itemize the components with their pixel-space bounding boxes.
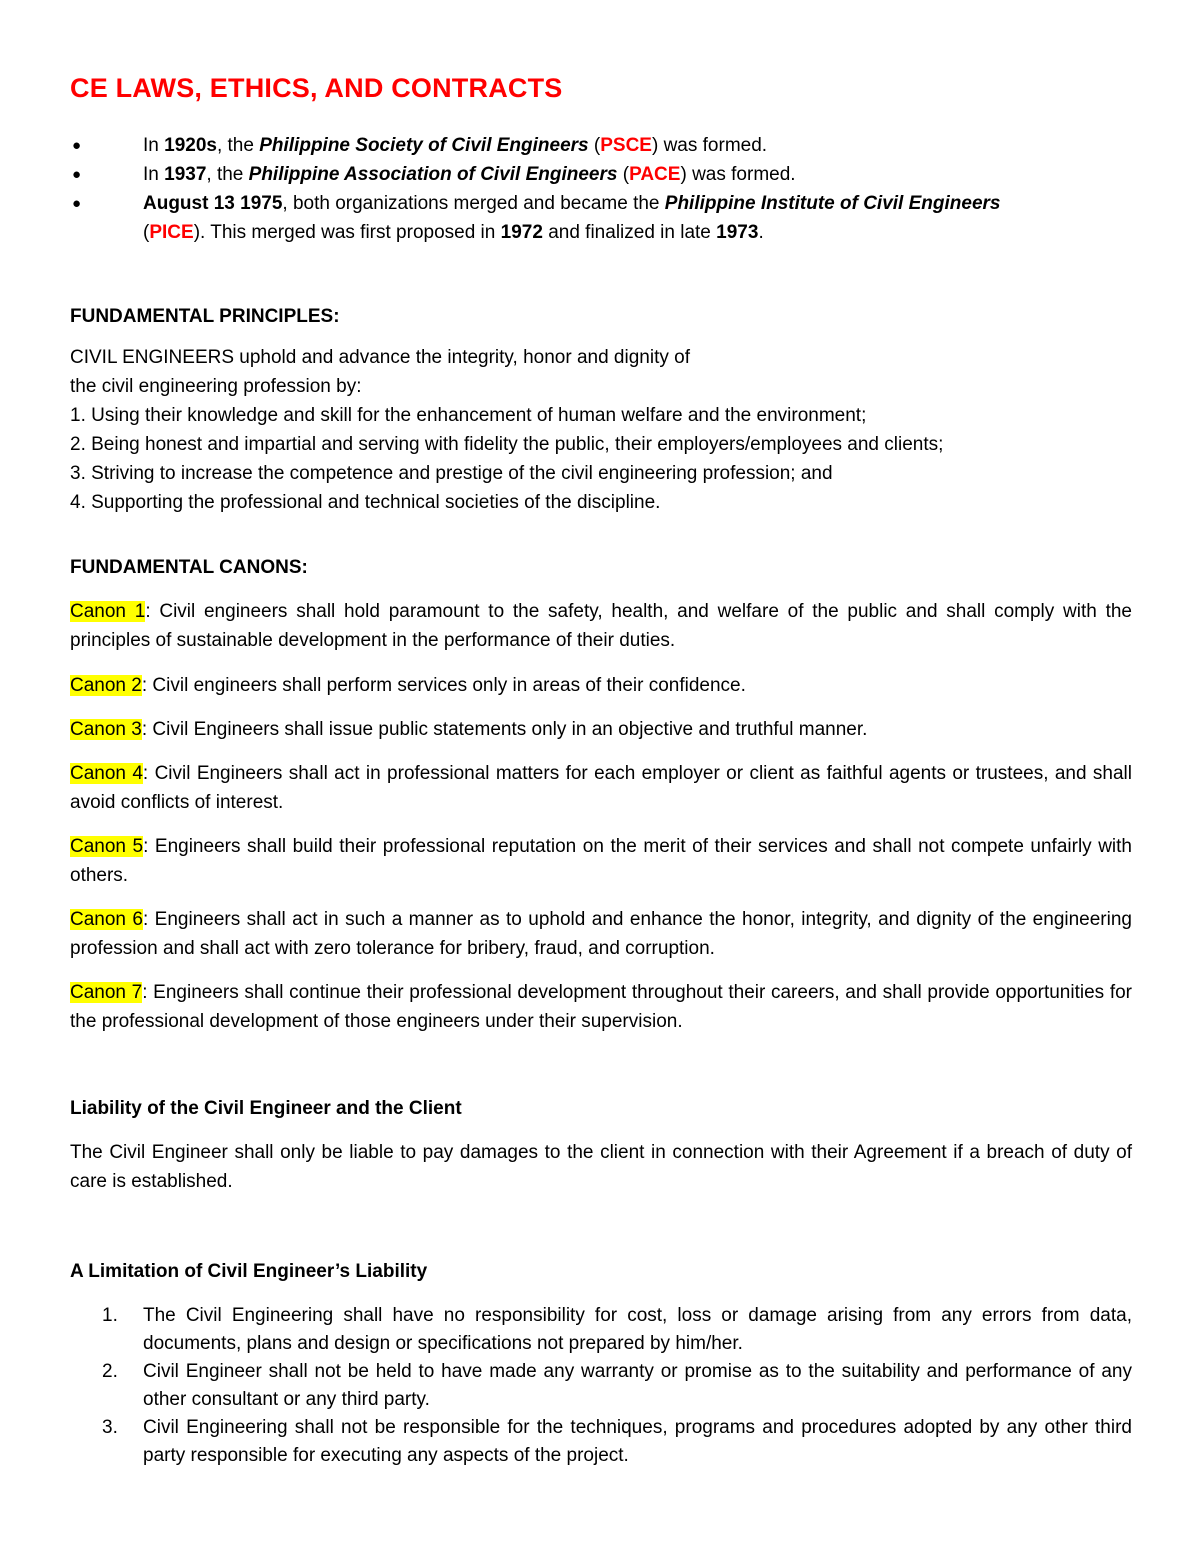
bullet-icon: ●	[72, 137, 82, 154]
liability-heading: Liability of the Civil Engineer and the Client	[70, 1098, 462, 1119]
canon-label: Canon 7	[70, 982, 143, 1003]
canons-heading: FUNDAMENTAL CANONS:	[70, 557, 308, 578]
canon-4: Canon 4: Civil Engineers shall act in professional matters for each employer or client as faithful agents or trustees, and shall avoid conflicts of interest.	[70, 763, 1132, 813]
liability-text: The Civil Engineer shall only be liable to pay damages to the client in connection with their Agreement if a breach of duty of care is established.	[70, 1142, 1132, 1192]
history-item-pace: ● In 1937, the Philippine Association of Civil Engineers (PACE) was formed.	[70, 160, 1132, 189]
canon-label: Canon 3	[70, 719, 142, 740]
canon-label: Canon 5	[70, 836, 144, 857]
canon-5: Canon 5: Engineers shall build their professional reputation on the merit of their services and shall not compete unfairly with others.	[70, 836, 1132, 886]
canon-6: Canon 6: Engineers shall act in such a manner as to uphold and enhance the honor, integrity, and dignity of the engineering profession and shall act with zero tolerance for bribery, fraud, and corruption.	[70, 909, 1132, 959]
canon-label: Canon 1	[70, 601, 146, 622]
canon-3: Canon 3: Civil Engineers shall issue public statements only in an objective and truthful manner.	[70, 719, 868, 740]
document-title: CE LAWS, ETHICS, AND CONTRACTS	[70, 73, 563, 103]
history-item-pice: ● August 13 1975, both organizations merged and became the Philippine Institute of Civil Engineers (PICE). This merged was first proposed in 1972 and finalized in late 1973.	[70, 189, 1132, 247]
canon-1: Canon 1: Civil engineers shall hold paramount to the safety, health, and welfare of the public and shall comply with the principles of sustainable development in the performance of their duties.	[70, 601, 1132, 651]
limitation-item: 3. Civil Engineering shall not be responsible for the techniques, programs and procedures adopted by any other third party responsible for executing any aspects of the project.	[102, 1417, 1132, 1466]
limitation-list	[70, 1302, 1132, 1470]
bullet-icon: ●	[72, 166, 82, 183]
canon-label: Canon 2	[70, 675, 142, 696]
canon-7: Canon 7: Engineers shall continue their professional development throughout their careers, and shall provide opportunities for the professional development of those engineers under their supervision.	[70, 982, 1132, 1032]
canon-label: Canon 4	[70, 763, 143, 784]
limitation-item: 1. The Civil Engineering shall have no responsibility for cost, loss or damage arising from any errors from data, documents, plans and design or specifications not prepared by him/her.	[102, 1305, 1132, 1354]
history-list	[70, 131, 1132, 247]
principle-item: 1. Using their knowledge and skill for the enhancement of human welfare and the environment;	[70, 405, 867, 426]
principle-item: 4. Supporting the professional and technical societies of the discipline.	[70, 492, 661, 513]
principles-heading: FUNDAMENTAL PRINCIPLES:	[70, 306, 340, 327]
limitation-item: 2. Civil Engineer shall not be held to have made any warranty or promise as to the suitability and performance of any other consultant or any third party.	[102, 1361, 1132, 1410]
history-item-psce: ● In 1920s, the Philippine Society of Civil Engineers (PSCE) was formed.	[70, 131, 1132, 160]
principles-text: CIVIL ENGINEERS uphold and advance the integrity, honor and dignity of the civil engineering profession by: 1. Using their knowledge and skill for the enhancement of human welfare and the environment; 2. Being honest and impartial and serving with fidelity the public, their employers/employees and clients; 3. Striving to increase the competence and prestige of the civil engineering profession; and 4. Supporting the professional and technical societies of the discipline.	[70, 347, 944, 513]
canon-2: Canon 2: Civil engineers shall perform services only in areas of their confidence.	[70, 675, 746, 696]
bullet-icon: ●	[72, 195, 82, 212]
principle-item: 2. Being honest and impartial and serving with fidelity the public, their employers/employees and clients;	[70, 434, 944, 455]
canon-label: Canon 6	[70, 909, 143, 930]
principle-item: 3. Striving to increase the competence and prestige of the civil engineering profession; and	[70, 463, 833, 484]
limitation-heading: A Limitation of Civil Engineer’s Liability	[70, 1261, 428, 1282]
